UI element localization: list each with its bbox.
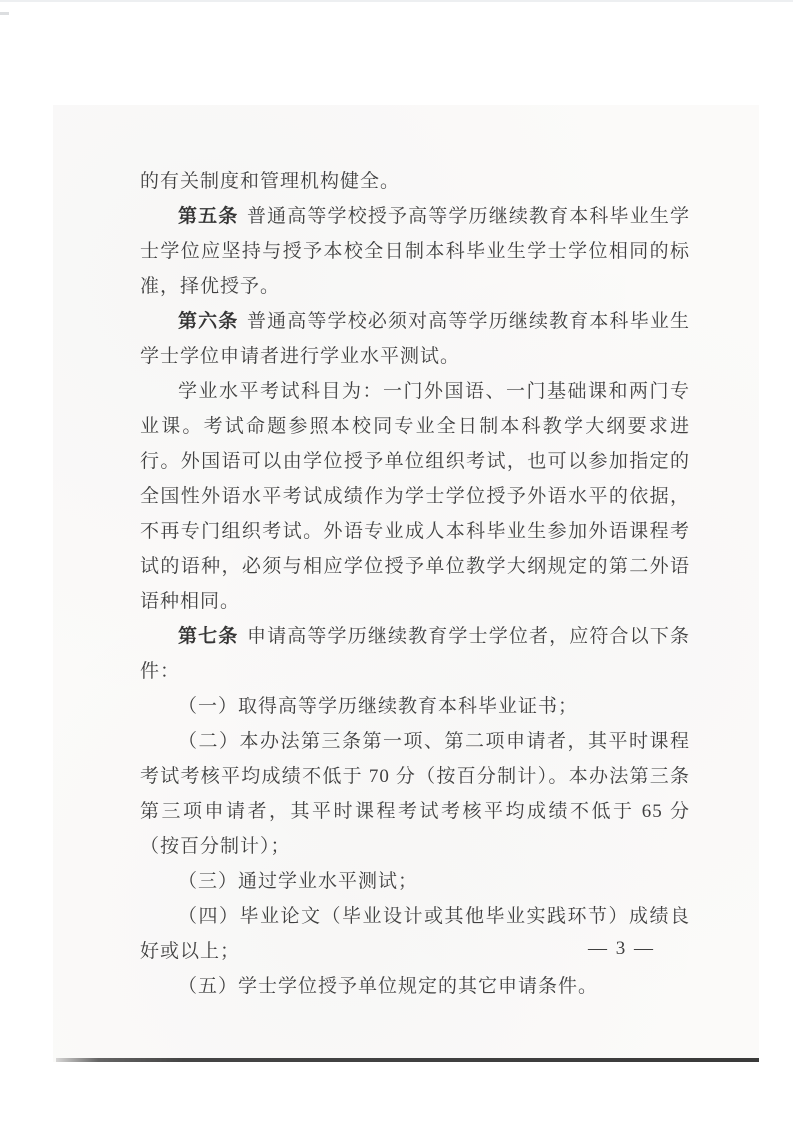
doc-paragraph-item-3 <box>140 864 690 899</box>
doc-paragraph <box>140 374 690 619</box>
doc-paragraph-item-2 <box>140 724 690 864</box>
doc-paragraph-article-6 <box>140 304 690 374</box>
scan-artifact-top-line <box>0 0 793 2</box>
paragraph-text: 普通高等学校必须对高等学历继续教育本科毕业生学士学位申请者进行学业水平测试。 <box>140 311 690 367</box>
paragraph-text: （二）本办法第三条第一项、第二项申请者，其平时课程考试考核平均成绩不低于 70 分（按百分制计）。本办法第三条第三项申请者，其平时课程考试考核平均成绩不低于 65 分（按百分制计）； <box>140 731 690 857</box>
paragraph-text: 学业水平考试科目为：一门外国语、一门基础课和两门专业课。考试命题参照本校同专业全日制本科教学大纲要求进行。外国语可以由学位授予单位组织考试，也可以参加指定的全国性外语水平考试成绩作为学士学位授予外语水平的依据，不再专门组织考试。外语专业成人本科毕业生参加外语课程考试的语种，必须与相应学位授予单位教学大纲规定的第二外语语种相同。 <box>140 381 690 612</box>
paragraph-text: 申请高等学历继续教育学士学位者，应符合以下条件： <box>140 626 690 682</box>
document-text-block <box>140 164 690 1004</box>
paragraph-text: （一）取得高等学历继续教育本科毕业证书； <box>178 696 579 717</box>
page-bottom-edge-shadow <box>56 1058 759 1062</box>
paragraph-text: （三）通过学业水平测试； <box>178 871 419 892</box>
page-number: — 3 — <box>588 938 655 959</box>
doc-paragraph-item-5 <box>140 969 690 1004</box>
paragraph-text: （四）毕业论文（毕业设计或其他毕业实践环节）成绩良好或以上； <box>140 906 690 962</box>
paragraph-text: 普通高等学校授予高等学历继续教育本科毕业生学士学位应坚持与授予本校全日制本科毕业生学士学位相同的标准，择优授予。 <box>140 206 690 297</box>
article-number: 第六条 <box>178 311 239 332</box>
scanned-page <box>53 105 759 1062</box>
article-number: 第五条 <box>178 206 239 227</box>
paragraph-text: （五）学士学位授予单位规定的其它申请条件。 <box>178 976 599 997</box>
doc-paragraph-article-5 <box>140 199 690 304</box>
scan-artifact-left-dash <box>0 12 9 15</box>
article-number: 第七条 <box>178 626 239 647</box>
doc-paragraph-item-1 <box>140 689 690 724</box>
doc-paragraph-article-7 <box>140 619 690 689</box>
doc-paragraph <box>140 164 690 199</box>
paragraph-text: 的有关制度和管理机构健全。 <box>140 171 401 192</box>
